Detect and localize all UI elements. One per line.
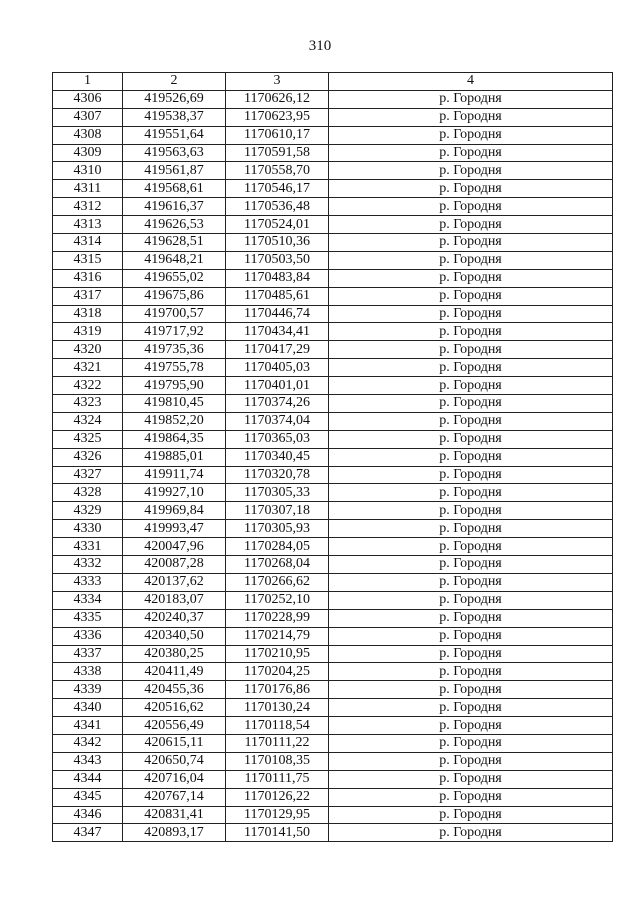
point-number-cell: 4347 bbox=[53, 824, 123, 842]
x-coordinate-cell: 419551,64 bbox=[123, 126, 226, 144]
x-coordinate-cell: 419561,87 bbox=[123, 162, 226, 180]
point-number-cell: 4323 bbox=[53, 395, 123, 413]
x-coordinate-cell: 419717,92 bbox=[123, 323, 226, 341]
description-cell: р. Городня bbox=[329, 234, 613, 252]
table-row bbox=[53, 180, 613, 198]
point-number-cell: 4311 bbox=[53, 180, 123, 198]
description-cell: р. Городня bbox=[329, 430, 613, 448]
table-row bbox=[53, 216, 613, 234]
table-row bbox=[53, 645, 613, 663]
x-coordinate-cell: 419563,63 bbox=[123, 144, 226, 162]
point-number-cell: 4345 bbox=[53, 788, 123, 806]
y-coordinate-cell: 1170111,22 bbox=[226, 734, 329, 752]
x-coordinate-cell: 420411,49 bbox=[123, 663, 226, 681]
x-coordinate-cell: 420516,62 bbox=[123, 699, 226, 717]
x-coordinate-cell: 419911,74 bbox=[123, 466, 226, 484]
y-coordinate-cell: 1170129,95 bbox=[226, 806, 329, 824]
x-coordinate-cell: 419655,02 bbox=[123, 269, 226, 287]
point-number-cell: 4320 bbox=[53, 341, 123, 359]
description-cell: р. Городня bbox=[329, 591, 613, 609]
table-row bbox=[53, 538, 613, 556]
y-coordinate-cell: 1170374,26 bbox=[226, 395, 329, 413]
y-coordinate-cell: 1170591,58 bbox=[226, 144, 329, 162]
point-number-cell: 4322 bbox=[53, 377, 123, 395]
x-coordinate-cell: 420716,04 bbox=[123, 770, 226, 788]
point-number-cell: 4340 bbox=[53, 699, 123, 717]
point-number-cell: 4313 bbox=[53, 216, 123, 234]
point-number-cell: 4330 bbox=[53, 520, 123, 538]
description-cell: р. Городня bbox=[329, 90, 613, 108]
y-coordinate-cell: 1170610,17 bbox=[226, 126, 329, 144]
y-coordinate-cell: 1170510,36 bbox=[226, 234, 329, 252]
x-coordinate-cell: 420831,41 bbox=[123, 806, 226, 824]
x-coordinate-cell: 420556,49 bbox=[123, 717, 226, 735]
point-number-cell: 4308 bbox=[53, 126, 123, 144]
table-row bbox=[53, 395, 613, 413]
point-number-cell: 4319 bbox=[53, 323, 123, 341]
description-cell: р. Городня bbox=[329, 466, 613, 484]
x-coordinate-cell: 419538,37 bbox=[123, 108, 226, 126]
x-coordinate-cell: 419735,36 bbox=[123, 341, 226, 359]
table-row bbox=[53, 90, 613, 108]
description-cell: р. Городня bbox=[329, 627, 613, 645]
x-coordinate-cell: 419616,37 bbox=[123, 198, 226, 216]
description-cell: р. Городня bbox=[329, 162, 613, 180]
y-coordinate-cell: 1170305,33 bbox=[226, 484, 329, 502]
y-coordinate-cell: 1170483,84 bbox=[226, 269, 329, 287]
y-coordinate-cell: 1170434,41 bbox=[226, 323, 329, 341]
x-coordinate-cell: 419526,69 bbox=[123, 90, 226, 108]
description-cell: р. Городня bbox=[329, 359, 613, 377]
table-row bbox=[53, 412, 613, 430]
y-coordinate-cell: 1170228,99 bbox=[226, 609, 329, 627]
description-cell: р. Городня bbox=[329, 108, 613, 126]
y-coordinate-cell: 1170446,74 bbox=[226, 305, 329, 323]
description-cell: р. Городня bbox=[329, 395, 613, 413]
point-number-cell: 4316 bbox=[53, 269, 123, 287]
x-coordinate-cell: 419969,84 bbox=[123, 502, 226, 520]
table-row bbox=[53, 251, 613, 269]
x-coordinate-cell: 420047,96 bbox=[123, 538, 226, 556]
y-coordinate-cell: 1170546,17 bbox=[226, 180, 329, 198]
description-cell: р. Городня bbox=[329, 788, 613, 806]
description-cell: р. Городня bbox=[329, 269, 613, 287]
description-cell: р. Городня bbox=[329, 305, 613, 323]
table-row bbox=[53, 609, 613, 627]
x-coordinate-cell: 420455,36 bbox=[123, 681, 226, 699]
point-number-cell: 4327 bbox=[53, 466, 123, 484]
y-coordinate-cell: 1170204,25 bbox=[226, 663, 329, 681]
description-cell: р. Городня bbox=[329, 144, 613, 162]
x-coordinate-cell: 419755,78 bbox=[123, 359, 226, 377]
description-cell: р. Городня bbox=[329, 520, 613, 538]
point-number-cell: 4341 bbox=[53, 717, 123, 735]
description-cell: р. Городня bbox=[329, 412, 613, 430]
x-coordinate-cell: 419885,01 bbox=[123, 448, 226, 466]
table-row bbox=[53, 234, 613, 252]
table-row bbox=[53, 591, 613, 609]
point-number-cell: 4317 bbox=[53, 287, 123, 305]
y-coordinate-cell: 1170320,78 bbox=[226, 466, 329, 484]
column-header: 3 bbox=[226, 73, 329, 91]
x-coordinate-cell: 419852,20 bbox=[123, 412, 226, 430]
description-cell: р. Городня bbox=[329, 216, 613, 234]
y-coordinate-cell: 1170252,10 bbox=[226, 591, 329, 609]
point-number-cell: 4339 bbox=[53, 681, 123, 699]
description-cell: р. Городня bbox=[329, 770, 613, 788]
description-cell: р. Городня bbox=[329, 198, 613, 216]
x-coordinate-cell: 419568,61 bbox=[123, 180, 226, 198]
table-row bbox=[53, 502, 613, 520]
y-coordinate-cell: 1170118,54 bbox=[226, 717, 329, 735]
y-coordinate-cell: 1170623,95 bbox=[226, 108, 329, 126]
coordinates-table bbox=[52, 72, 613, 842]
y-coordinate-cell: 1170503,50 bbox=[226, 251, 329, 269]
description-cell: р. Городня bbox=[329, 251, 613, 269]
x-coordinate-cell: 419628,51 bbox=[123, 234, 226, 252]
table-row bbox=[53, 699, 613, 717]
description-cell: р. Городня bbox=[329, 752, 613, 770]
point-number-cell: 4336 bbox=[53, 627, 123, 645]
table-row bbox=[53, 806, 613, 824]
point-number-cell: 4326 bbox=[53, 448, 123, 466]
table-row bbox=[53, 752, 613, 770]
x-coordinate-cell: 420137,62 bbox=[123, 573, 226, 591]
y-coordinate-cell: 1170405,03 bbox=[226, 359, 329, 377]
table-body bbox=[53, 90, 613, 841]
point-number-cell: 4334 bbox=[53, 591, 123, 609]
point-number-cell: 4310 bbox=[53, 162, 123, 180]
table-row bbox=[53, 663, 613, 681]
description-cell: р. Городня bbox=[329, 377, 613, 395]
table-row bbox=[53, 484, 613, 502]
y-coordinate-cell: 1170340,45 bbox=[226, 448, 329, 466]
point-number-cell: 4318 bbox=[53, 305, 123, 323]
table-row bbox=[53, 269, 613, 287]
table-row bbox=[53, 824, 613, 842]
point-number-cell: 4324 bbox=[53, 412, 123, 430]
table-row bbox=[53, 734, 613, 752]
y-coordinate-cell: 1170401,01 bbox=[226, 377, 329, 395]
point-number-cell: 4344 bbox=[53, 770, 123, 788]
table-row bbox=[53, 126, 613, 144]
column-header: 1 bbox=[53, 73, 123, 91]
x-coordinate-cell: 420650,74 bbox=[123, 752, 226, 770]
point-number-cell: 4343 bbox=[53, 752, 123, 770]
description-cell: р. Городня bbox=[329, 573, 613, 591]
table-row bbox=[53, 323, 613, 341]
description-cell: р. Городня bbox=[329, 538, 613, 556]
y-coordinate-cell: 1170374,04 bbox=[226, 412, 329, 430]
y-coordinate-cell: 1170268,04 bbox=[226, 556, 329, 574]
y-coordinate-cell: 1170111,75 bbox=[226, 770, 329, 788]
description-cell: р. Городня bbox=[329, 699, 613, 717]
point-number-cell: 4337 bbox=[53, 645, 123, 663]
table-row bbox=[53, 556, 613, 574]
x-coordinate-cell: 419700,57 bbox=[123, 305, 226, 323]
table-row bbox=[53, 717, 613, 735]
table-row bbox=[53, 144, 613, 162]
point-number-cell: 4315 bbox=[53, 251, 123, 269]
y-coordinate-cell: 1170210,95 bbox=[226, 645, 329, 663]
description-cell: р. Городня bbox=[329, 663, 613, 681]
y-coordinate-cell: 1170108,35 bbox=[226, 752, 329, 770]
x-coordinate-cell: 420767,14 bbox=[123, 788, 226, 806]
table-row bbox=[53, 305, 613, 323]
y-coordinate-cell: 1170365,03 bbox=[226, 430, 329, 448]
x-coordinate-cell: 419648,21 bbox=[123, 251, 226, 269]
description-cell: р. Городня bbox=[329, 734, 613, 752]
point-number-cell: 4325 bbox=[53, 430, 123, 448]
point-number-cell: 4321 bbox=[53, 359, 123, 377]
point-number-cell: 4329 bbox=[53, 502, 123, 520]
point-number-cell: 4335 bbox=[53, 609, 123, 627]
description-cell: р. Городня bbox=[329, 502, 613, 520]
y-coordinate-cell: 1170417,29 bbox=[226, 341, 329, 359]
y-coordinate-cell: 1170176,86 bbox=[226, 681, 329, 699]
description-cell: р. Городня bbox=[329, 717, 613, 735]
x-coordinate-cell: 419675,86 bbox=[123, 287, 226, 305]
y-coordinate-cell: 1170485,61 bbox=[226, 287, 329, 305]
point-number-cell: 4312 bbox=[53, 198, 123, 216]
y-coordinate-cell: 1170284,05 bbox=[226, 538, 329, 556]
y-coordinate-cell: 1170130,24 bbox=[226, 699, 329, 717]
table-row bbox=[53, 162, 613, 180]
column-header: 4 bbox=[329, 73, 613, 91]
table-row bbox=[53, 681, 613, 699]
point-number-cell: 4331 bbox=[53, 538, 123, 556]
x-coordinate-cell: 420087,28 bbox=[123, 556, 226, 574]
table-row bbox=[53, 770, 613, 788]
x-coordinate-cell: 419810,45 bbox=[123, 395, 226, 413]
description-cell: р. Городня bbox=[329, 126, 613, 144]
description-cell: р. Городня bbox=[329, 287, 613, 305]
point-number-cell: 4307 bbox=[53, 108, 123, 126]
table-row bbox=[53, 108, 613, 126]
point-number-cell: 4332 bbox=[53, 556, 123, 574]
x-coordinate-cell: 419864,35 bbox=[123, 430, 226, 448]
description-cell: р. Городня bbox=[329, 180, 613, 198]
x-coordinate-cell: 420615,11 bbox=[123, 734, 226, 752]
table-row bbox=[53, 448, 613, 466]
point-number-cell: 4342 bbox=[53, 734, 123, 752]
table-row bbox=[53, 573, 613, 591]
x-coordinate-cell: 419993,47 bbox=[123, 520, 226, 538]
description-cell: р. Городня bbox=[329, 448, 613, 466]
y-coordinate-cell: 1170536,48 bbox=[226, 198, 329, 216]
y-coordinate-cell: 1170305,93 bbox=[226, 520, 329, 538]
table-row bbox=[53, 520, 613, 538]
description-cell: р. Городня bbox=[329, 824, 613, 842]
x-coordinate-cell: 420893,17 bbox=[123, 824, 226, 842]
point-number-cell: 4328 bbox=[53, 484, 123, 502]
point-number-cell: 4314 bbox=[53, 234, 123, 252]
description-cell: р. Городня bbox=[329, 645, 613, 663]
table-row bbox=[53, 341, 613, 359]
y-coordinate-cell: 1170214,79 bbox=[226, 627, 329, 645]
table-header-row bbox=[53, 73, 613, 91]
table-row bbox=[53, 466, 613, 484]
description-cell: р. Городня bbox=[329, 681, 613, 699]
table-row bbox=[53, 377, 613, 395]
x-coordinate-cell: 420183,07 bbox=[123, 591, 226, 609]
y-coordinate-cell: 1170524,01 bbox=[226, 216, 329, 234]
description-cell: р. Городня bbox=[329, 341, 613, 359]
table-row bbox=[53, 287, 613, 305]
description-cell: р. Городня bbox=[329, 609, 613, 627]
x-coordinate-cell: 419927,10 bbox=[123, 484, 226, 502]
point-number-cell: 4346 bbox=[53, 806, 123, 824]
description-cell: р. Городня bbox=[329, 484, 613, 502]
table-row bbox=[53, 198, 613, 216]
description-cell: р. Городня bbox=[329, 323, 613, 341]
y-coordinate-cell: 1170626,12 bbox=[226, 90, 329, 108]
description-cell: р. Городня bbox=[329, 556, 613, 574]
table-row bbox=[53, 359, 613, 377]
y-coordinate-cell: 1170307,18 bbox=[226, 502, 329, 520]
point-number-cell: 4309 bbox=[53, 144, 123, 162]
y-coordinate-cell: 1170266,62 bbox=[226, 573, 329, 591]
y-coordinate-cell: 1170126,22 bbox=[226, 788, 329, 806]
y-coordinate-cell: 1170141,50 bbox=[226, 824, 329, 842]
column-header: 2 bbox=[123, 73, 226, 91]
x-coordinate-cell: 420340,50 bbox=[123, 627, 226, 645]
table-row bbox=[53, 627, 613, 645]
x-coordinate-cell: 420240,37 bbox=[123, 609, 226, 627]
table-row bbox=[53, 788, 613, 806]
y-coordinate-cell: 1170558,70 bbox=[226, 162, 329, 180]
point-number-cell: 4333 bbox=[53, 573, 123, 591]
point-number-cell: 4338 bbox=[53, 663, 123, 681]
table-row bbox=[53, 430, 613, 448]
description-cell: р. Городня bbox=[329, 806, 613, 824]
point-number-cell: 4306 bbox=[53, 90, 123, 108]
x-coordinate-cell: 420380,25 bbox=[123, 645, 226, 663]
x-coordinate-cell: 419795,90 bbox=[123, 377, 226, 395]
x-coordinate-cell: 419626,53 bbox=[123, 216, 226, 234]
page-number: 310 bbox=[308, 38, 332, 54]
